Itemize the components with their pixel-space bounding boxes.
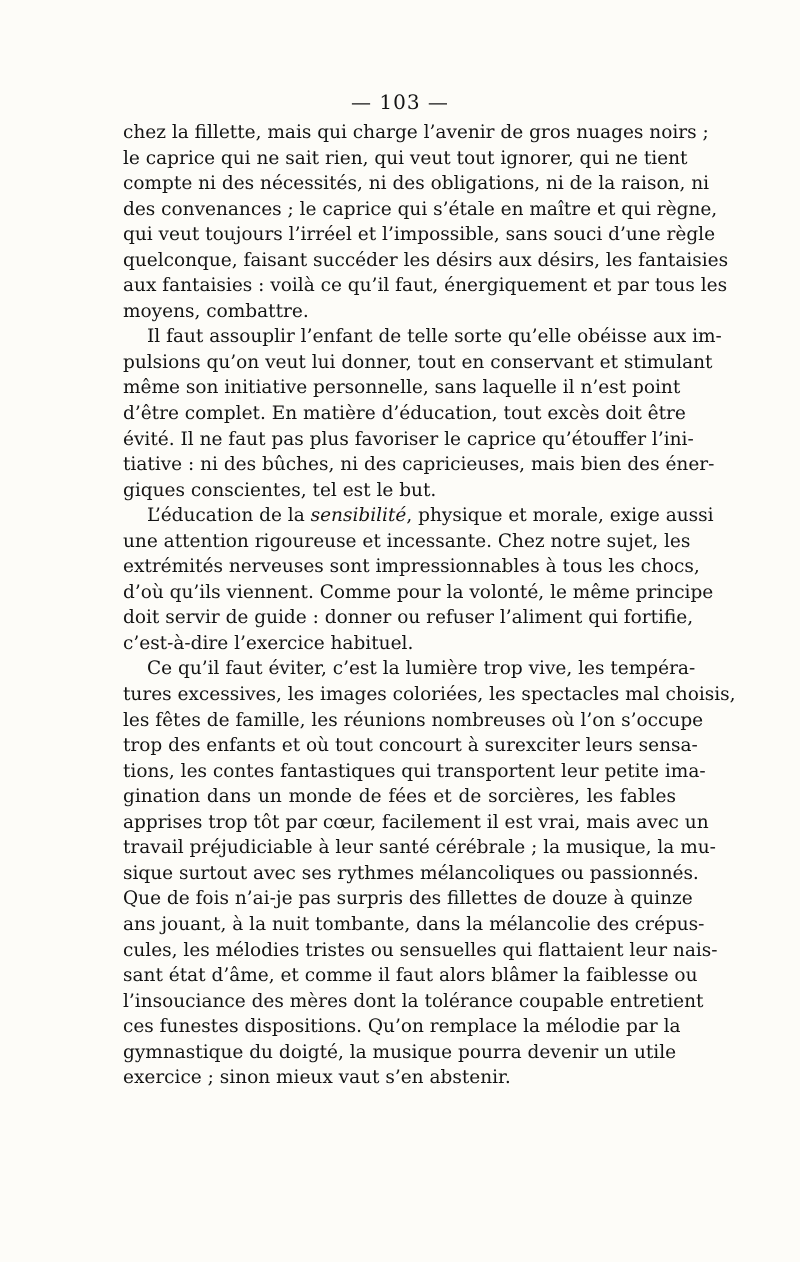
text-line: exercice ; sinon mieux vaut s’en abstenir. <box>123 1067 511 1089</box>
text-line: Ce qu’il faut éviter, c’est la lumière trop vive, les tempéra- <box>147 658 696 680</box>
text-line: une attention rigoureuse et incessante. Chez notre sujet, les <box>123 530 691 552</box>
text-line: aux fantaisies : voilà ce qu’il faut, énergiquement et par tous les <box>123 275 728 297</box>
text-line: tions, les contes fantastiques qui transportent leur petite ima- <box>123 760 706 782</box>
text-line: l’insouciance des mères dont la tolérance coupable entretient <box>123 990 704 1012</box>
text-line: tiative : ni des bûches, ni des capricieuses, mais bien des éner- <box>123 454 715 476</box>
text-line: doit servir de guide : donner ou refuser l’aliment qui fortifie, <box>123 607 694 629</box>
line-segment: L’éducation de la <box>147 505 311 527</box>
text-line: apprises trop tôt par cœur, facilement il est vrai, mais avec un <box>123 811 709 833</box>
text-line: ces funestes dispositions. Qu’on remplace la mélodie par la <box>123 1016 681 1038</box>
text-line: chez la fillette, mais qui charge l’avenir de gros nuages noirs ; <box>123 122 709 143</box>
text-line: c’est-à-dire l’exercice habituel. <box>123 632 414 654</box>
text-line: des convenances ; le caprice qui s’étale en maître et qui règne, <box>123 198 718 220</box>
text-line: les fêtes de famille, les réunions nombreuses où l’on s’occupe <box>123 709 704 731</box>
text-line: gination dans un monde de fées et de sorcières, les fables <box>123 786 676 808</box>
text-line: compte ni des nécessités, ni des obligations, ni de la raison, ni <box>123 173 710 195</box>
text-line: d’où qu’ils viennent. Comme pour la volonté, le même principe <box>123 581 714 603</box>
text-line: pulsions qu’on veut lui donner, tout en conservant et stimulant <box>123 351 713 373</box>
page-number: — 103 — <box>351 90 449 114</box>
body-text <box>123 120 736 1091</box>
text-line: Il faut assouplir l’enfant de telle sorte qu’elle obéisse aux im- <box>147 326 722 348</box>
text-line: cules, les mélodies tristes ou sensuelles qui flattaient leur nais- <box>123 939 718 961</box>
text-line: extrémités nerveuses sont impressionnables à tous les chocs, <box>123 556 700 578</box>
text-line: sant état d’âme, et comme il faut alors blâmer la faiblesse ou <box>123 965 698 987</box>
text-line: Que de fois n’ai-je pas surpris des fillettes de douze à quinze <box>123 888 693 910</box>
text-line: tures excessives, les images coloriées, les spectacles mal choisis, <box>123 684 736 706</box>
text-line: évité. Il ne faut pas plus favoriser le caprice qu’étouffer l’ini- <box>123 428 694 450</box>
text-line: le caprice qui ne sait rien, qui veut tout ignorer, qui ne tient <box>123 147 688 169</box>
text-line: giques conscientes, tel est le but. <box>123 479 437 501</box>
text-line: moyens, combattre. <box>123 300 309 322</box>
text-line: ans jouant, à la nuit tombante, dans la mélancolie des crépus- <box>123 913 705 935</box>
text-line: même son initiative personnelle, sans laquelle il n’est point <box>123 377 681 399</box>
text-line: gymnastique du doigté, la musique pourra devenir un utile <box>123 1041 677 1063</box>
text-line <box>123 503 714 529</box>
text-line: sique surtout avec ses rythmes mélancoliques ou passionnés. <box>123 862 699 884</box>
text-line: d’être complet. En matière d’éducation, tout excès doit être <box>123 403 686 425</box>
text-line: quelconque, faisant succéder les désirs aux désirs, les fantaisies <box>123 249 729 271</box>
line-segment: , physique et morale, exige aussi <box>406 505 714 527</box>
text-line: travail préjudiciable à leur santé cérébrale ; la musique, la mu- <box>123 837 716 859</box>
text-line: trop des enfants et où tout concourt à surexciter leurs sensa- <box>123 735 698 757</box>
emphasis-word: sensibilité <box>310 505 407 527</box>
text-line: qui veut toujours l’irréel et l’impossible, sans souci d’une règle <box>123 224 716 246</box>
